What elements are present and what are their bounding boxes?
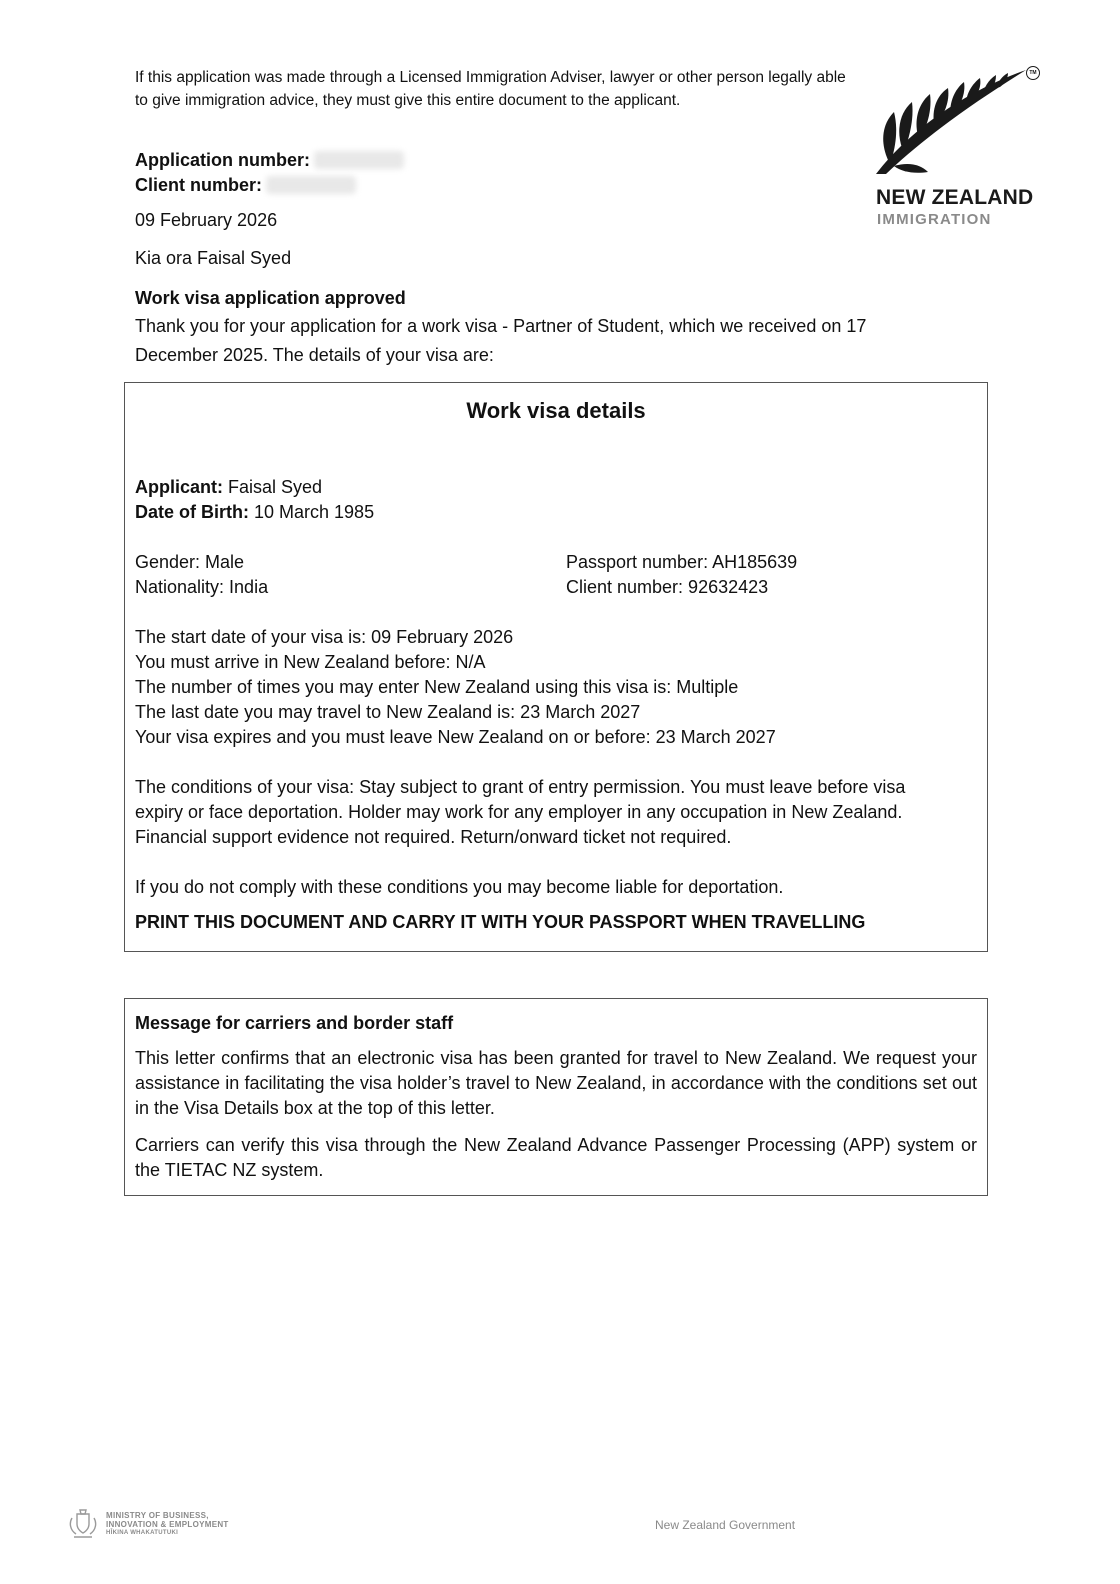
silver-fern-icon [868,62,1038,182]
coat-of-arms-icon [66,1506,100,1540]
last-travel-date: The last date you may travel to New Zealand is: 23 March 2027 [135,702,641,722]
redacted-value [314,151,404,169]
nationality: Nationality: India [135,577,269,597]
arrive-before: You must arrive in New Zealand before: N/A [135,652,486,672]
logo-wordmark: NEW ZEALAND [876,186,1034,209]
print-notice: PRINT THIS DOCUMENT AND CARRY IT WITH YOUR PASSPORT WHEN TRAVELLING [135,912,866,932]
carriers-paragraph-2: Carriers can verify this visa through the New Zealand Advance Passenger Processing (APP) system or the TIETAC NZ system. [135,1135,977,1180]
approval-text-line-1: Thank you for your application for a work visa - Partner of Student, which we received on 17 [135,316,867,336]
adviser-notice: If this application was made through a Licensed Immigration Adviser, lawyer or other person legally able to give immigration advice, they must give this entire document to the applicant. [135,69,846,109]
mbie-line-2: INNOVATION & EMPLOYMENT [106,1520,229,1529]
application-number [135,148,404,173]
logo-subtitle: IMMIGRATION [877,211,992,228]
application-number-label: Application number: [135,150,310,170]
nz-immigration-logo [868,62,1038,230]
compliance-warning: If you do not comply with these conditions you may become liable for deportation. [135,877,784,897]
dob-label: Date of Birth: [135,502,249,522]
visa-details-title: Work visa details [466,398,646,423]
mbie-line-1: MINISTRY OF BUSINESS, [106,1511,209,1520]
passport-number: Passport number: AH185639 [566,552,798,572]
start-date: The start date of your visa is: 09 February 2026 [135,627,514,647]
visa-details-box [124,382,988,952]
carriers-message-box [124,998,988,1196]
carriers-heading: Message for carriers and border staff [135,1013,454,1033]
conditions-line-3: Financial support evidence not required. Return/onward ticket not required. [135,827,732,847]
client-number: Client number: 92632423 [566,577,769,597]
applicant-label: Applicant: [135,477,223,497]
carriers-paragraph-1: This letter confirms that an electronic visa has been granted for travel to New Zealand. We request your assistance in facilitating the visa holder’s travel to New Zealand, in accordance with the conditions set out in the Visa Details box at the top of this letter. [135,1048,977,1118]
redacted-value [266,176,356,194]
conditions-line-2: expiry or face deportation. Holder may work for any employer in any occupation in New Zealand. [135,802,903,822]
letter-date: 09 February 2026 [135,210,278,230]
applicant-value: Faisal Syed [223,477,323,497]
nz-government-wordmark: New Zealand Government [655,1518,796,1532]
dob-value: 10 March 1985 [249,502,375,522]
conditions-line-1: The conditions of your visa: Stay subject to grant of entry permission. You must leave before visa [135,777,906,797]
approval-text-line-2: December 2025. The details of your visa are: [135,345,494,365]
gender: Gender: Male [135,552,245,572]
approval-heading: Work visa application approved [135,288,406,308]
mbie-line-3: HĪKINA WHAKATUTUKI [106,1530,179,1536]
entries: The number of times you may enter New Zealand using this visa is: Multiple [135,677,739,697]
dob-line [135,500,374,525]
expiry-date: Your visa expires and you must leave New Zealand on or before: 23 March 2027 [135,727,776,747]
client-number-label: Client number: [135,175,263,195]
header-client-number [135,173,356,198]
greeting: Kia ora Faisal Syed [135,248,292,268]
applicant-line [135,475,322,500]
mbie-logo [66,1506,256,1542]
trademark-mark: TM [1026,66,1040,80]
